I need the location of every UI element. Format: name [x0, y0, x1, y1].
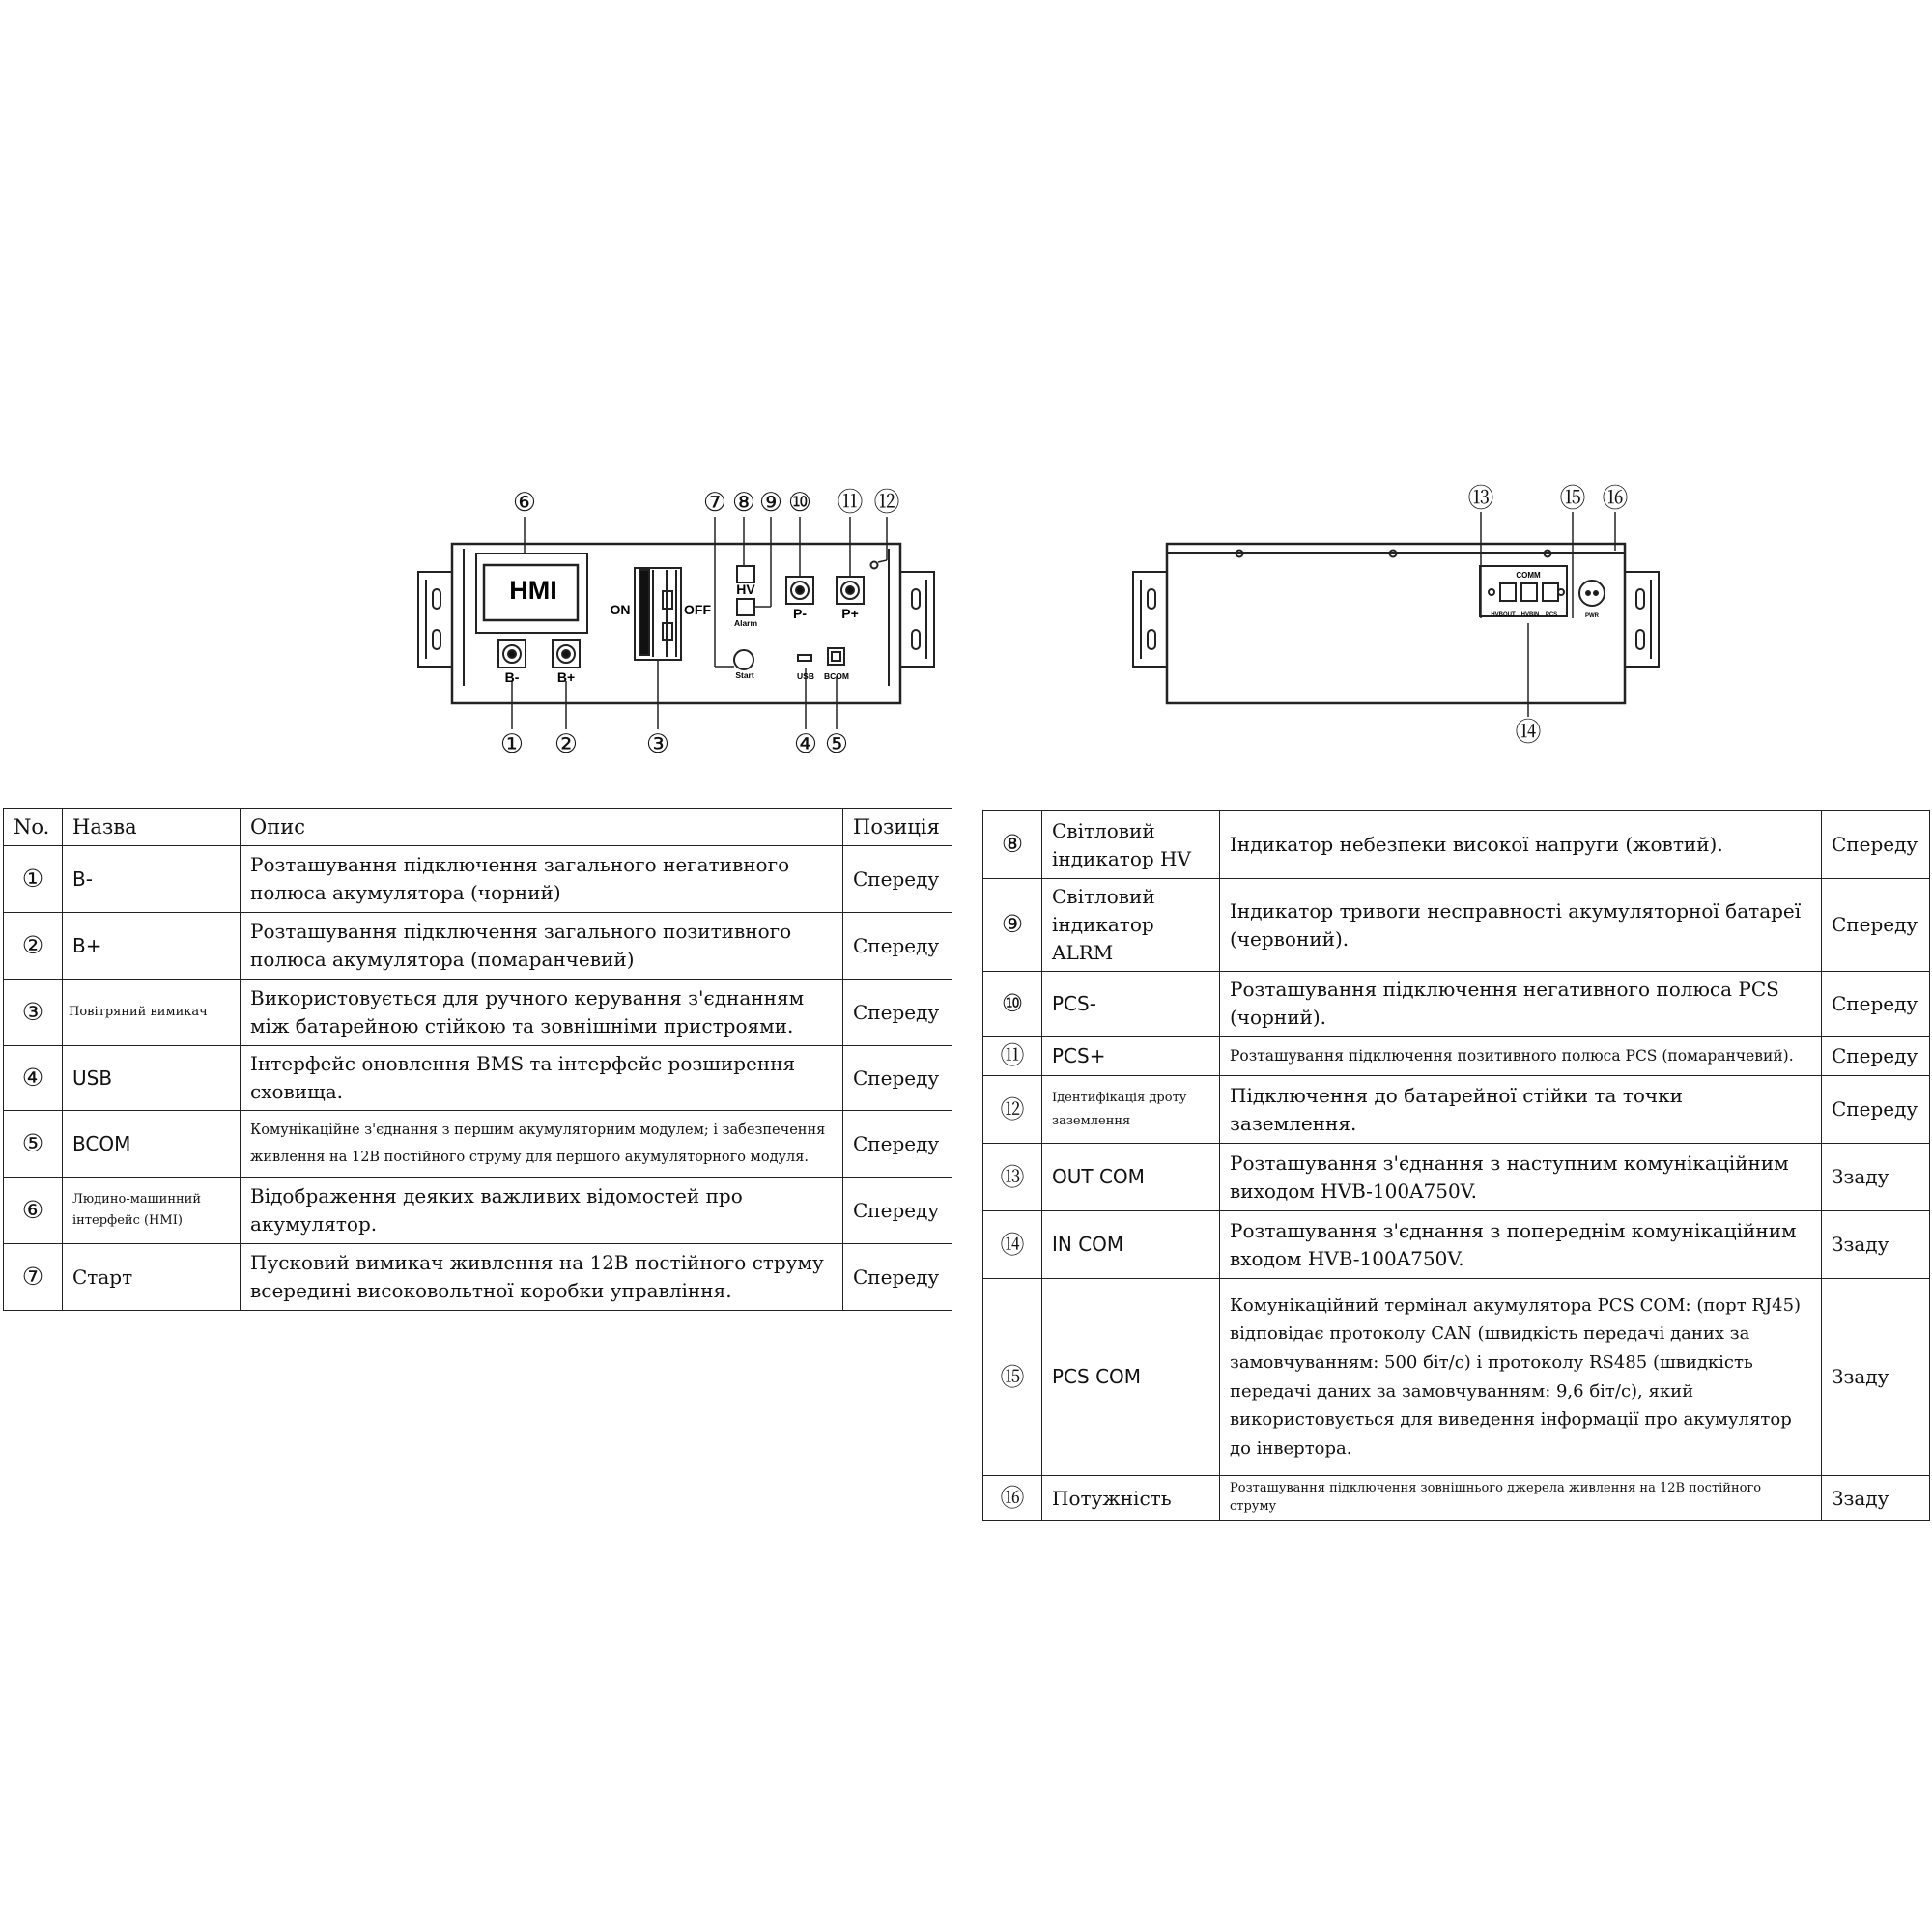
terminal-p-plus-label: P+ [841, 606, 859, 621]
callout-12: ⑫ [873, 488, 900, 517]
row-desc: Підключення до батарейної стійки та точки заземлення. [1220, 1076, 1822, 1144]
row-pos: Спереду [1822, 811, 1930, 879]
row-pos: Спереду [843, 913, 952, 980]
usb-label: USB [797, 671, 814, 681]
row-name: Людино-машинний інтерфейс (HMI) [63, 1178, 241, 1244]
row-no: ② [4, 913, 63, 980]
row-pos: Спереду [1822, 1076, 1930, 1144]
start-label: Start [735, 670, 754, 680]
table-row [983, 1144, 1930, 1211]
row-name: Потужність [1042, 1476, 1220, 1521]
row-name: PCS COM [1042, 1279, 1220, 1476]
callout-14: ⑭ [1515, 718, 1542, 747]
row-no: ⑧ [983, 811, 1042, 879]
terminal-b-minus-label: B- [504, 669, 520, 685]
row-no: ⑤ [4, 1111, 63, 1178]
header-no: No. [4, 809, 63, 846]
row-name: BCOM [63, 1111, 241, 1178]
row-name: USB [63, 1046, 241, 1111]
table-row [983, 879, 1930, 972]
row-desc: Комунікаційне з'єднання з першим акумуляторним модулем; і забезпечення живлення на 12В постійного струму для першого акумуляторного модуля. [241, 1111, 843, 1178]
row-desc: Розташування підключення негативного полюса PCS (чорний). [1220, 972, 1822, 1037]
row-name: Світловий індикатор HV [1042, 811, 1220, 879]
bcom-label: BCOM [824, 671, 849, 681]
row-name: Старт [63, 1244, 241, 1311]
callout-8: ⑧ [731, 488, 756, 517]
callout-16: ⑯ [1602, 484, 1629, 513]
row-pos: Ззаду [1822, 1144, 1930, 1211]
header-name: Назва [63, 809, 241, 846]
comm-label: COMM [1516, 571, 1541, 580]
callout-5: ⑤ [824, 729, 849, 758]
table-row [4, 913, 952, 980]
callout-10: ⑩ [787, 488, 812, 517]
callout-6: ⑥ [512, 488, 537, 517]
row-no: ⑩ [983, 972, 1042, 1037]
row-pos: Спереду [843, 1046, 952, 1111]
table-row [4, 1178, 952, 1244]
table-row [4, 1111, 952, 1178]
led-hv-label: HV [736, 582, 755, 597]
row-name: Ідентифікація дроту заземлення [1042, 1076, 1220, 1144]
front-panel-diagram [0, 0, 966, 773]
row-pos: Ззаду [1822, 1211, 1930, 1279]
row-no: ① [4, 846, 63, 913]
table-row [983, 1476, 1930, 1521]
row-pos: Спереду [843, 1111, 952, 1178]
row-no: ④ [4, 1046, 63, 1111]
row-desc: Розташування підключення позитивного полюса PCS (помаранчевий). [1220, 1037, 1822, 1076]
port-pcs-label: PCS [1545, 612, 1558, 618]
row-no: ⑨ [983, 879, 1042, 972]
pwr-label: PWR [1585, 613, 1599, 619]
table-row [983, 1211, 1930, 1279]
row-desc: Пусковий вимикач живлення на 12В постійного струму всередині високовольтної коробки управління. [241, 1244, 843, 1311]
row-desc: Використовується для ручного керування з'єднанням між батарейною стійкою та зовнішніми пристроями. [241, 980, 843, 1046]
terminal-p-minus-label: P- [793, 606, 807, 621]
row-pos: Ззаду [1822, 1476, 1930, 1521]
table-header-row [4, 809, 952, 846]
row-no: ⑬ [983, 1144, 1042, 1211]
row-desc: Розташування підключення загального негативного полюса акумулятора (чорний) [241, 846, 843, 913]
table-row [4, 1046, 952, 1111]
row-name: OUT COM [1042, 1144, 1220, 1211]
row-desc: Розташування з'єднання з попереднім комунікаційним входом HVB-100A750V. [1220, 1211, 1822, 1279]
row-pos: Спереду [843, 1178, 952, 1244]
row-pos: Спереду [843, 846, 952, 913]
table-row [983, 811, 1930, 879]
callout-2: ② [554, 729, 579, 758]
header-pos: Позиція [843, 809, 952, 846]
table-row [983, 1279, 1930, 1476]
spec-table-left [3, 808, 952, 1311]
row-name: Повітряний вимикач [63, 980, 241, 1046]
callout-13: ⑬ [1467, 484, 1494, 513]
callout-9: ⑨ [758, 488, 783, 517]
callout-4: ④ [793, 729, 818, 758]
port-in-label: HVBIN [1520, 612, 1540, 618]
row-no: ⑭ [983, 1211, 1042, 1279]
row-desc: Розташування підключення зовнішнього джерела живлення на 12В постійного струму [1220, 1476, 1822, 1521]
row-desc: Комунікаційний термінал акумулятора PCS COM: (порт RJ45) відповідає протоколу CAN (швидкість передачі даних за замовчуванням: 500 біт/с) і протоколу RS485 (швидкість передачі даних за замовчуванням: 9,6 біт/с), який використовується для виведення інформації про акумулятор до інвертора. [1220, 1279, 1822, 1476]
table-row [4, 846, 952, 913]
row-no: ⑪ [983, 1037, 1042, 1076]
row-no: ⑮ [983, 1279, 1042, 1476]
row-no: ⑫ [983, 1076, 1042, 1144]
row-pos: Спереду [1822, 1037, 1930, 1076]
row-name: B- [63, 846, 241, 913]
table-row [4, 1244, 952, 1311]
row-name: IN COM [1042, 1211, 1220, 1279]
spec-table-right [982, 810, 1930, 1521]
row-no: ⑯ [983, 1476, 1042, 1521]
callout-11: ⑪ [837, 488, 864, 517]
row-desc: Відображення деяких важливих відомостей про акумулятор. [241, 1178, 843, 1244]
row-name: B+ [63, 913, 241, 980]
terminal-b-plus-label: B+ [556, 669, 576, 685]
port-out-label: HVBOUT [1491, 612, 1516, 618]
row-pos: Ззаду [1822, 1279, 1930, 1476]
switch-on-label: ON [610, 602, 631, 617]
switch-off-label: OFF [684, 602, 711, 617]
row-name: PCS+ [1042, 1037, 1220, 1076]
row-name: PCS- [1042, 972, 1220, 1037]
table-row [983, 1076, 1930, 1144]
row-no: ⑥ [4, 1178, 63, 1244]
row-pos: Спереду [1822, 879, 1930, 972]
table-row [4, 980, 952, 1046]
callout-3: ③ [645, 729, 670, 758]
row-name: Світловий індикатор ALRM [1042, 879, 1220, 972]
callout-1: ① [499, 729, 525, 758]
row-desc: Індикатор небезпеки високої напруги (жовтий). [1220, 811, 1822, 879]
led-alarm-label: Alarm [733, 618, 758, 628]
row-pos: Спереду [843, 980, 952, 1046]
rear-panel-diagram [1063, 0, 1932, 773]
row-no: ③ [4, 980, 63, 1046]
row-desc: Інтерфейс оновлення BMS та інтерфейс розширення сховища. [241, 1046, 843, 1111]
row-desc: Розташування з'єднання з наступним комунікаційним виходом HVB-100A750V. [1220, 1144, 1822, 1211]
row-no: ⑦ [4, 1244, 63, 1311]
hmi-screen-label: HMI [509, 576, 557, 605]
row-pos: Спереду [1822, 972, 1930, 1037]
row-pos: Спереду [843, 1244, 952, 1311]
callout-15: ⑮ [1559, 484, 1586, 513]
header-desc: Опис [241, 809, 843, 846]
row-desc: Індикатор тривоги несправності акумуляторної батареї (червоний). [1220, 879, 1822, 972]
row-desc: Розташування підключення загального позитивного полюса акумулятора (помаранчевий) [241, 913, 843, 980]
callout-7: ⑦ [702, 488, 727, 517]
table-row [983, 972, 1930, 1037]
table-row [983, 1037, 1930, 1076]
